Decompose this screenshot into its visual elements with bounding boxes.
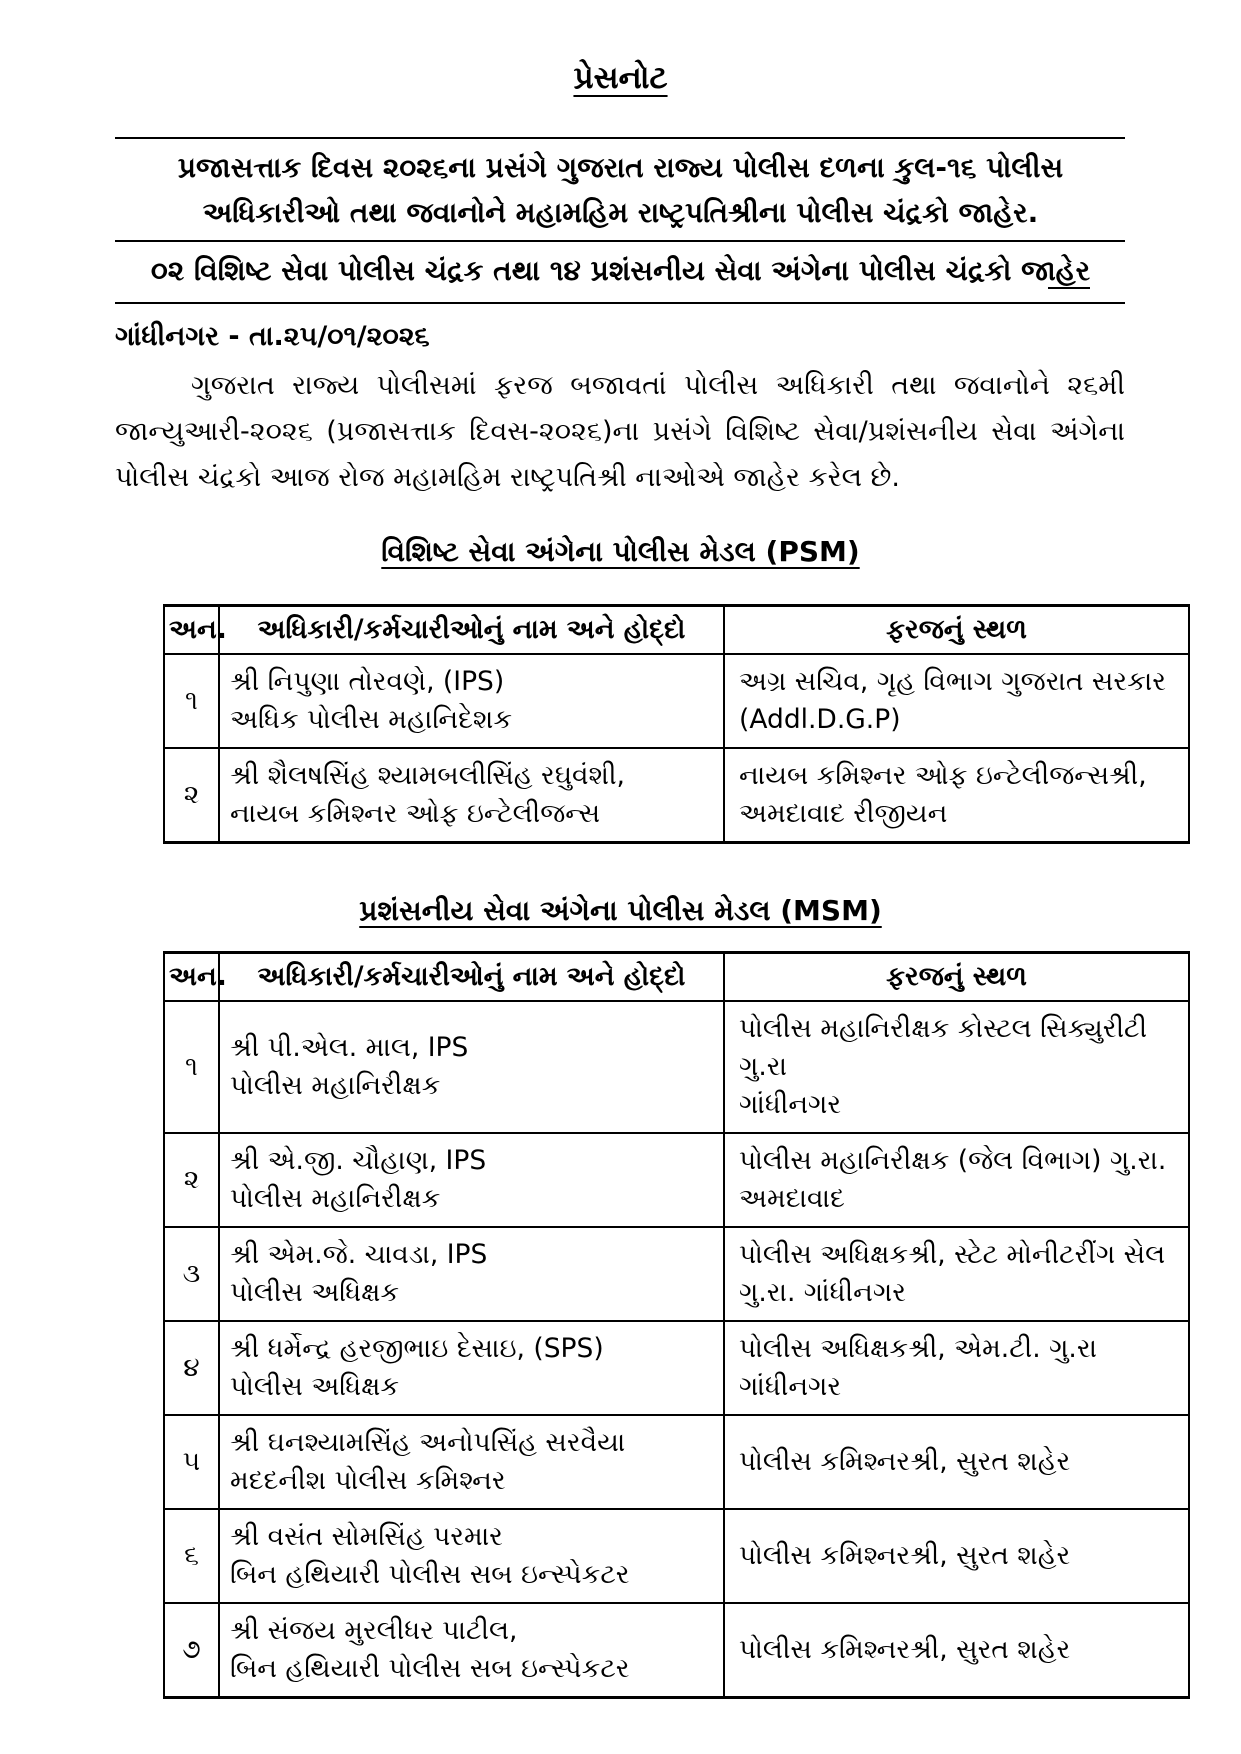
place-cell bbox=[724, 1509, 1189, 1603]
msm-table-row bbox=[164, 1227, 1189, 1321]
msm-table bbox=[163, 951, 1190, 1699]
name-line: પોલીસ અધિક્ષક bbox=[230, 1277, 400, 1308]
place-line: પોલીસ કમિશ્નરશ્રી, સુરત શહેર bbox=[739, 1446, 1071, 1477]
serial-cell: ૧ bbox=[164, 654, 219, 748]
page-title-text: પ્રેસનોટ bbox=[573, 60, 668, 96]
serial-cell: ૫ bbox=[164, 1415, 219, 1509]
place-cell bbox=[724, 1227, 1189, 1321]
name-cell bbox=[219, 1321, 724, 1415]
msm-table-row bbox=[164, 1509, 1189, 1603]
serial-cell: ૧ bbox=[164, 1001, 219, 1133]
place-line: (Addl.D.G.P) bbox=[739, 704, 901, 735]
name-line: અધિક પોલીસ મહાનિદેશક bbox=[230, 704, 513, 735]
stray-underline-mark bbox=[1048, 287, 1090, 289]
place-line: ગાંધીનગર bbox=[739, 1371, 842, 1402]
divider-middle bbox=[115, 240, 1125, 242]
place-cell bbox=[724, 1133, 1189, 1227]
place-line: અગ્ર સચિવ, ગૃહ વિભાગ ગુજરાત સરકાર bbox=[739, 666, 1166, 697]
msm-table-row bbox=[164, 1603, 1189, 1698]
body-paragraph: ગુજરાત રાજ્ય પોલીસમાં ફરજ બજાવતાં પોલીસ અધિકારી તથા જવાનોને ૨૬મી જાન્યુઆરી-૨૦૨૬ (પ્રજાસત્તાક દિવસ-૨૦૨૬)ના પ્રસંગે વિશિષ્ટ સેવા/પ્રશંસનીય સેવા અંગેના પોલીસ ચંદ્રકો આજ રોજ મહામહિમ રાષ્ટ્રપતિશ્રી નાઓએ જાહેર કરેલ છે. bbox=[115, 370, 1125, 493]
serial-cell: ૭ bbox=[164, 1603, 219, 1698]
headline-main: પ્રજાસત્તાક દિવસ ૨૦૨૬ના પ્રસંગે ગુજરાત રાજ્ય પોલીસ દળના કુલ-૧૬ પોલીસ અધિકારીઓ તથા જવાનોને મહામહિમ રાષ્ટ્રપતિશ્રીના પોલીસ ચંદ્રકો જાહેર. bbox=[177, 151, 1064, 229]
name-line: શ્રી વસંત સોમસિંહ પરમાર bbox=[230, 1521, 503, 1552]
name-line: નાયબ કમિશ્નર ઓફ ઇન્ટેલીજન્સ bbox=[230, 798, 601, 829]
name-line: શ્રી શૈલષસિંહ શ્યામબલીસિંહ રઘુવંશી, bbox=[230, 760, 625, 791]
place-cell bbox=[724, 1321, 1189, 1415]
place-line: પોલીસ કમિશ્નરશ્રી, સુરત શહેર bbox=[739, 1634, 1071, 1665]
serial-cell: ૩ bbox=[164, 1227, 219, 1321]
psm-section-title-text: વિશિષ્ટ સેવા અંગેના પોલીસ મેડલ (PSM) bbox=[381, 535, 860, 568]
place-cell bbox=[724, 1603, 1189, 1698]
name-line: શ્રી એ.જી. ચૌહાણ, IPS bbox=[230, 1145, 487, 1176]
name-cell bbox=[219, 1509, 724, 1603]
psm-table-row bbox=[164, 654, 1189, 748]
name-line: પોલીસ અધિક્ષક bbox=[230, 1371, 400, 1402]
serial-cell: ૨ bbox=[164, 748, 219, 843]
name-cell bbox=[219, 1001, 724, 1133]
msm-table-header-row bbox=[164, 953, 1189, 1002]
name-line: શ્રી પી.એલ. માલ, IPS bbox=[230, 1032, 469, 1063]
serial-cell: ૪ bbox=[164, 1321, 219, 1415]
place-cell bbox=[724, 748, 1189, 843]
name-line: શ્રી ઘનશ્યામસિંહ અનોપસિંહ સરવૈયા bbox=[230, 1427, 626, 1458]
place-line: અમદાવાદ bbox=[739, 1183, 845, 1214]
msm-table-row bbox=[164, 1133, 1189, 1227]
place-line: પોલીસ મહાનિરીક્ષક (જેલ વિભાગ) ગુ.રા. bbox=[739, 1145, 1167, 1176]
name-cell bbox=[219, 654, 724, 748]
page-title bbox=[0, 0, 1241, 97]
name-cell bbox=[219, 1133, 724, 1227]
name-line: શ્રી એમ.જે. ચાવડા, IPS bbox=[230, 1239, 488, 1270]
psm-section-title bbox=[115, 529, 1126, 574]
psm-header-place: ફરજનું સ્થળ bbox=[724, 606, 1189, 655]
name-line: બિન હથિયારી પોલીસ સબ ઇન્સ્પેકટર bbox=[230, 1559, 630, 1590]
name-cell bbox=[219, 1227, 724, 1321]
msm-header-name: અધિકારી/કર્મચારીઓનું નામ અને હોદ્દો bbox=[219, 953, 724, 1002]
msm-header-place: ફરજનું સ્થળ bbox=[724, 953, 1189, 1002]
name-line: બિન હથિયારી પોલીસ સબ ઇન્સ્પેકટર bbox=[230, 1653, 630, 1684]
name-line: શ્રી સંજય મુરલીધર પાટીલ, bbox=[230, 1615, 518, 1646]
name-cell bbox=[219, 1603, 724, 1698]
msm-header-serial: અન. bbox=[164, 953, 219, 1002]
place-line: પોલીસ અધિક્ષકશ્રી, એમ.ટી. ગુ.રા bbox=[739, 1333, 1098, 1364]
name-cell bbox=[219, 748, 724, 843]
name-line: શ્રી ધર્મેન્દ્ર હરજીભાઇ દેસાઇ, (SPS) bbox=[230, 1333, 604, 1364]
name-cell bbox=[219, 1415, 724, 1509]
psm-header-name: અધિકારી/કર્મચારીઓનું નામ અને હોદ્દો bbox=[219, 606, 724, 655]
divider-bottom bbox=[115, 302, 1125, 304]
name-line: શ્રી નિપુણા તોરવણે, (IPS) bbox=[230, 666, 505, 697]
place-cell bbox=[724, 1001, 1189, 1133]
place-cell bbox=[724, 654, 1189, 748]
place-cell bbox=[724, 1415, 1189, 1509]
serial-cell: ૬ bbox=[164, 1509, 219, 1603]
dateline: ગાંધીનગર - તા.૨૫/૦૧/૨૦૨૬ bbox=[115, 321, 430, 352]
msm-table-row bbox=[164, 1415, 1189, 1509]
place-line: ગાંધીનગર bbox=[739, 1089, 842, 1120]
msm-table-row bbox=[164, 1321, 1189, 1415]
msm-section-title bbox=[115, 888, 1126, 933]
msm-table-row bbox=[164, 1001, 1189, 1133]
psm-table-header-row bbox=[164, 606, 1189, 655]
place-line: ગુ.રા. ગાંધીનગર bbox=[739, 1277, 906, 1308]
psm-table bbox=[163, 604, 1190, 844]
name-line: મદદનીશ પોલીસ કમિશ્નર bbox=[230, 1465, 506, 1496]
psm-header-serial: અન. bbox=[164, 606, 219, 655]
name-line: પોલીસ મહાનિરીક્ષક bbox=[230, 1070, 441, 1101]
divider-top bbox=[115, 137, 1125, 139]
serial-cell: ૨ bbox=[164, 1133, 219, 1227]
place-line: પોલીસ મહાનિરીક્ષક કોસ્ટલ સિક્યુરીટી ગુ.રા bbox=[739, 1013, 1148, 1082]
place-line: અમદાવાદ રીજીયન bbox=[739, 798, 948, 829]
headline-sub: ૦૨ વિશિષ્ટ સેવા પોલીસ ચંદ્રક તથા ૧૪ પ્રશંસનીય સેવા અંગેના પોલીસ ચંદ્રકો જાહેર bbox=[150, 254, 1091, 287]
place-line: પોલીસ કમિશ્નરશ્રી, સુરત શહેર bbox=[739, 1540, 1071, 1571]
psm-table-row bbox=[164, 748, 1189, 843]
place-line: નાયબ કમિશ્નર ઓફ ઇન્ટેલીજન્સશ્રી, bbox=[739, 760, 1147, 791]
msm-section-title-text: પ્રશંસનીય સેવા અંગેના પોલીસ મેડલ (MSM) bbox=[359, 894, 882, 927]
name-line: પોલીસ મહાનિરીક્ષક bbox=[230, 1183, 441, 1214]
place-line: પોલીસ અધિક્ષકશ્રી, સ્ટેટ મોનીટરીંગ સેલ bbox=[739, 1239, 1166, 1270]
